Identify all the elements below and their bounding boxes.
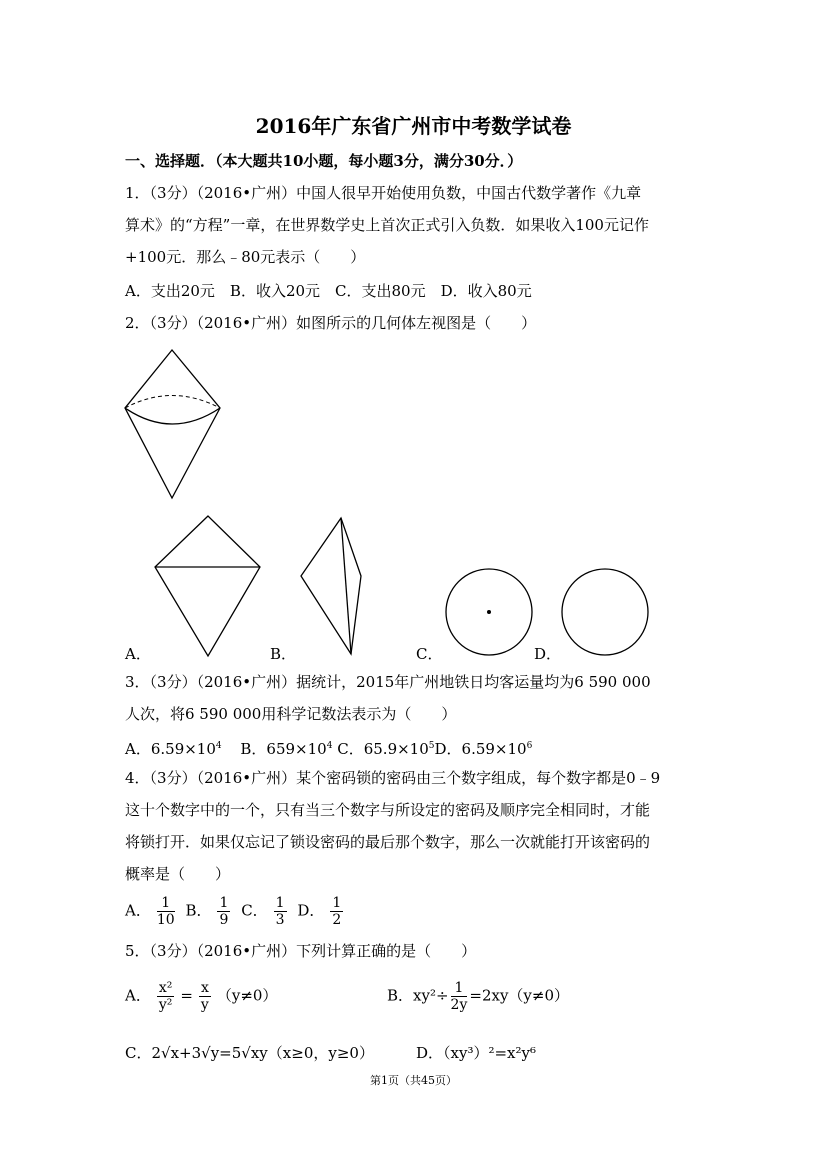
q3-line-2: 人次，将6 590 000用科学记数法表示为（ ） xyxy=(125,705,457,723)
option-d-figure xyxy=(558,565,653,660)
q3-line-1: 3．（3分）（2016•广州）据统计，2015年广州地铁日均客运量均为6 590 000 xyxy=(125,673,651,691)
q5-option-a xyxy=(125,980,277,1013)
q3-exp-c: 5 xyxy=(428,741,435,751)
q4-fraction-d xyxy=(330,895,343,928)
q5-line-1: 5．（3分）（2016•广州）下列计算正确的是（ ） xyxy=(125,942,477,960)
q4-option-d-label: D． xyxy=(297,901,325,920)
q3-option-d: D．6.59×10 xyxy=(434,740,527,758)
q3-exp-b: 4 xyxy=(326,741,333,751)
q5-fraction-a2 xyxy=(199,980,211,1013)
q1-line-1: 1．（3分）（2016•广州）中国人很早开始使用负数，中国古代数学著作《九章 xyxy=(125,184,642,202)
q4-fraction-b xyxy=(217,895,230,928)
q3-options xyxy=(125,736,532,759)
q4-fraction-c xyxy=(274,895,287,928)
option-b-figure xyxy=(296,514,366,659)
q4-denominator-b: 9 xyxy=(219,912,229,928)
q1-options: A．支出20元 B．收入20元 C．支出80元 D．收入80元 xyxy=(125,282,532,300)
q5-option-a-label: A． xyxy=(125,986,151,1005)
q2-option-b-label: B． xyxy=(270,645,297,663)
option-c-figure xyxy=(442,565,537,660)
q4-line-4: 概率是（ ） xyxy=(125,865,231,883)
q4-option-a-label: A． xyxy=(125,901,151,920)
q4-numerator-c: 1 xyxy=(275,895,285,911)
q5-numerator-b: 1 xyxy=(451,980,468,997)
q3-exp-a: 4 xyxy=(215,741,222,751)
q3-option-a: A．6.59×10 xyxy=(125,740,216,758)
q5-numerator-a2: x xyxy=(200,980,209,996)
q5-option-c: C．2√x+3√y=5√xy（x≥0，y≥0） xyxy=(125,1044,374,1062)
q4-denominator-c: 3 xyxy=(275,912,285,928)
q4-denominator-d: 2 xyxy=(332,912,342,928)
option-a-figure xyxy=(150,512,265,662)
solid-figure xyxy=(120,345,230,505)
q5-option-d: D．（xy³）²=x²y⁶ xyxy=(416,1044,537,1062)
q4-denominator-a: 10 xyxy=(156,912,175,928)
q2-line-1: 2．（3分）（2016•广州）如图所示的几何体左视图是（ ） xyxy=(125,314,537,332)
q4-numerator-a: 1 xyxy=(157,895,175,912)
q5-fraction-b xyxy=(451,980,468,1013)
q5-denominator-a2: y xyxy=(200,997,209,1013)
q2-option-c-label: C． xyxy=(416,645,443,663)
q5-denominator-a1: y² xyxy=(158,997,173,1013)
q5-equals: = xyxy=(180,986,193,1005)
q5-fraction-a1 xyxy=(157,980,175,1013)
q3-exp-d: 6 xyxy=(526,741,533,751)
q2-option-d-label: D． xyxy=(534,645,562,663)
q5-condition-a: （y≠0） xyxy=(216,986,278,1005)
page-footer: 第1页（共45页） xyxy=(370,1074,457,1087)
q4-numerator-b: 1 xyxy=(219,895,229,911)
q5-numerator-a1: x² xyxy=(158,980,173,996)
q5-option-b xyxy=(387,980,569,1013)
q4-numerator-d: 1 xyxy=(332,895,342,911)
q1-line-2: 算术》的“方程”一章，在世界数学史上首次正式引入负数．如果收入100元记作 xyxy=(125,216,649,234)
q3-option-c: C．65.9×10 xyxy=(337,740,429,758)
q4-option-b-label: B． xyxy=(185,901,212,920)
q4-line-2: 这十个数字中的一个，只有当三个数字与所设定的密码及顺序完全相同时，才能 xyxy=(125,801,651,819)
page-title: 2016年广东省广州市中考数学试卷 xyxy=(255,114,572,138)
q2-option-a-label: A． xyxy=(125,645,151,663)
q5-option-b-label: B．xy²÷ xyxy=(387,986,449,1005)
q4-line-3: 将锁打开．如果仅忘记了锁设密码的最后那个数字，那么一次就能打开该密码的 xyxy=(125,833,651,851)
section-heading: 一、选择题．（本大题共10小题，每小题3分，满分30分．） xyxy=(125,152,523,170)
q5-option-b-rest: =2xy（y≠0） xyxy=(469,986,570,1005)
q4-line-1: 4．（3分）（2016•广州）某个密码锁的密码由三个数字组成，每个数字都是0﹣9 xyxy=(125,769,661,787)
q4-options xyxy=(125,895,349,928)
q5-denominator-b: 2y xyxy=(450,997,468,1013)
q4-option-c-label: C． xyxy=(241,901,268,920)
q1-line-3: +100元．那么﹣80元表示（ ） xyxy=(125,248,366,266)
q4-fraction-a xyxy=(157,895,175,928)
q3-option-b: B．659×10 xyxy=(240,740,327,758)
